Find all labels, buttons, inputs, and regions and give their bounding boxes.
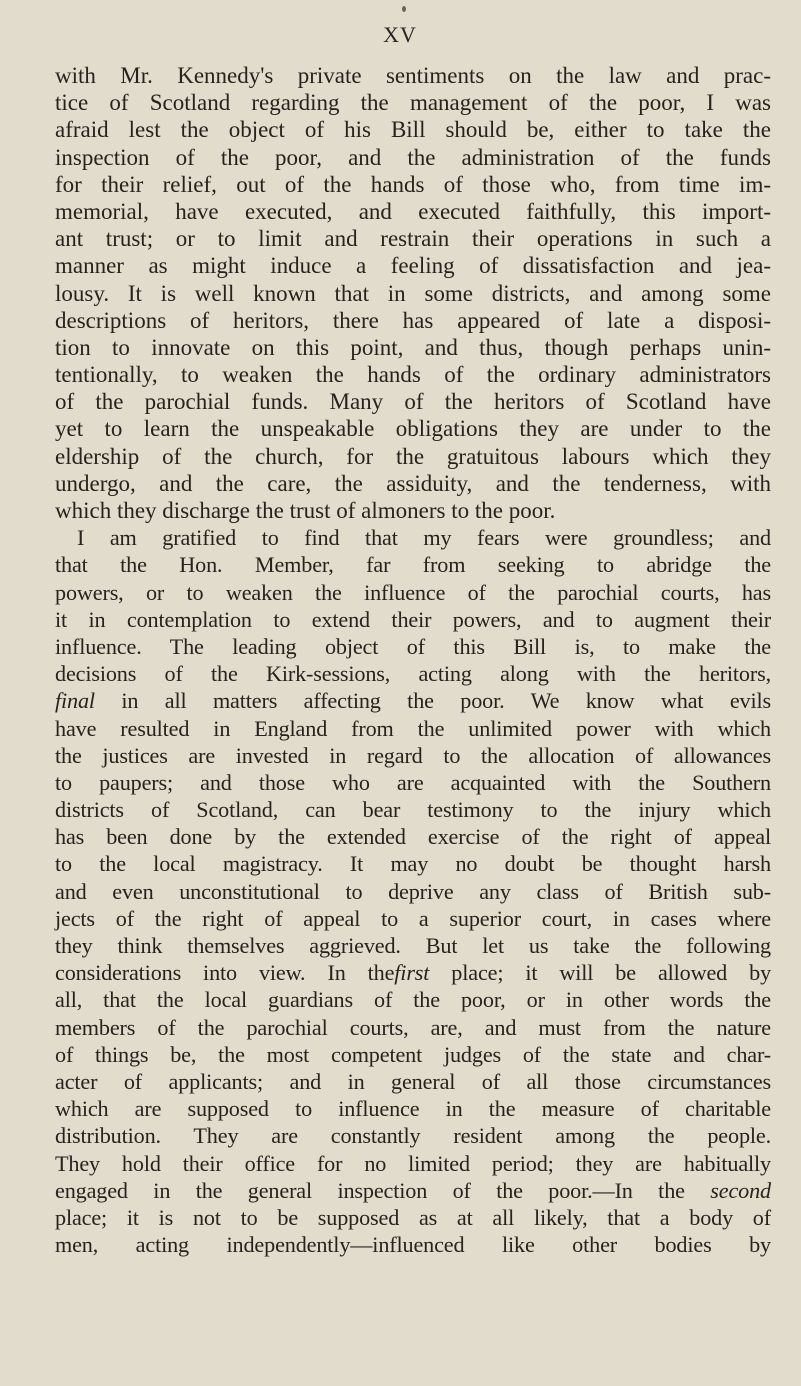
text-line: afraid lest the object of his Bill should be, either to take the: [55, 117, 771, 143]
text-line: they think themselves aggrieved. But let us take the following: [55, 933, 771, 958]
text-line: distribution. They are constantly resident among the people.: [55, 1123, 771, 1149]
text-line: have resulted in England from the unlimited power with which: [55, 715, 771, 741]
text-line: men, acting independently—influenced like other bodies by: [55, 1232, 771, 1258]
text-line: tentionally, to weaken the hands of the ordinary administrators: [55, 362, 771, 388]
text-line: [55, 959, 771, 986]
text-line: inspection of the poor, and the administration of the funds: [55, 144, 771, 170]
text-run: in all matters affecting the poor. We know what evils: [94, 688, 771, 714]
text-line: memorial, have executed, and executed faithfully, this import-: [55, 198, 771, 224]
text-line: manner as might induce a feeling of dissatisfaction and jea-: [55, 253, 771, 279]
text-line: tion to innovate on this point, and thus, though perhaps unin-: [55, 334, 771, 360]
text-line: I am gratified to find that my fears were groundless; and: [77, 525, 771, 551]
text-line: decisions of the Kirk-sessions, acting along with the heritors,: [55, 661, 771, 687]
text-line: influence. The leading object of this Bill is, to make the: [55, 633, 771, 659]
paragraph-2: [55, 524, 771, 1258]
text-line: members of the parochial courts, are, and must from the nature: [55, 1014, 771, 1040]
text-line: tice of Scotland regarding the management of the poor, I was: [55, 90, 771, 116]
body-text: [55, 62, 771, 1258]
italic-word: first: [394, 960, 430, 986]
text-line: of things be, the most competent judges of the state and char-: [55, 1041, 771, 1067]
text-line: the justices are invested in regard to the allocation of allowances: [55, 742, 771, 768]
italic-word: final: [55, 688, 95, 714]
text-line: has been done by the extended exercise of the right of appeal: [55, 824, 771, 850]
text-line: They hold their office for no limited period; they are habitually: [55, 1150, 771, 1176]
text-line: undergo, and the care, the assiduity, and the tenderness, with: [55, 470, 771, 496]
text-line: with Mr. Kennedy's private sentiments on the law and prac-: [55, 63, 771, 88]
italic-word: second: [710, 1177, 771, 1203]
text-line: all, that the local guardians of the poor, or in other words the: [55, 987, 771, 1013]
text-line: districts of Scotland, can bear testimony to the injury which: [55, 797, 771, 823]
text-line: eldership of the church, for the gratuitous labours which they: [55, 443, 771, 469]
text-run: place; it will be allowed by: [429, 960, 772, 986]
text-line: which are supposed to influence in the measure of charitable: [55, 1096, 771, 1122]
text-line: [55, 1177, 771, 1204]
text-line: [55, 687, 771, 714]
text-line: to paupers; and those who are acquainted with the Southern: [55, 769, 771, 795]
text-line: place; it is not to be supposed as at all likely, that a body of: [55, 1204, 771, 1230]
text-run: considerations into view. In the: [55, 960, 395, 986]
text-run: engaged in the general inspection of the poor.—In the: [55, 1177, 685, 1203]
text-line: that the Hon. Member, far from seeking to abridge the: [55, 552, 771, 578]
text-line: acter of applicants; and in general of all those circumstances: [55, 1068, 771, 1094]
text-line: jects of the right of appeal to a superior court, in cases where: [55, 905, 771, 931]
text-line: for their relief, out of the hands of those who, from time im-: [55, 171, 771, 197]
text-line: powers, or to weaken the influence of the parochial courts, has: [55, 579, 771, 605]
text-line: and even unconstitutional to deprive any class of British sub-: [55, 878, 771, 904]
ink-speck: [402, 6, 406, 12]
text-line: ant trust; or to limit and restrain their operations in such a: [55, 226, 771, 252]
text-line: to the local magistracy. It may no doubt be thought harsh: [55, 851, 771, 877]
page-number: XV: [383, 22, 417, 47]
paragraph-1: [55, 62, 771, 524]
text-line: yet to learn the unspeakable obligations they are under to the: [55, 416, 771, 442]
text-line: of the parochial funds. Many of the heritors of Scotland have: [55, 389, 771, 415]
text-line: which they discharge the trust of almoners to the poor.: [55, 498, 556, 523]
text-line: descriptions of heritors, there has appeared of late a disposi-: [55, 307, 771, 333]
text-line: it in contemplation to extend their powers, and to augment their: [55, 606, 771, 632]
text-line: lousy. It is well known that in some districts, and among some: [55, 280, 771, 306]
